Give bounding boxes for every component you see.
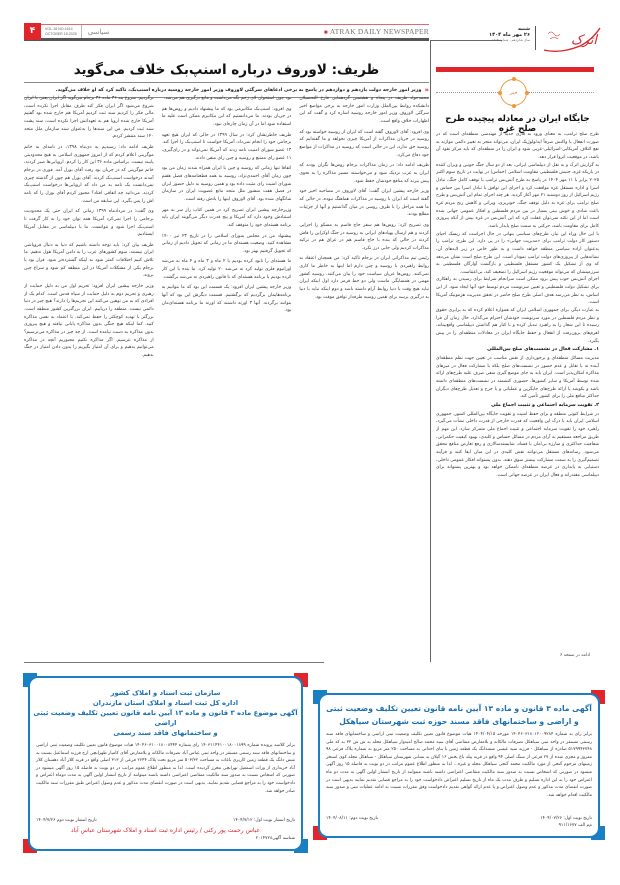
- paragraph: وزیر خارجه پیشین ایران گفت: آقای لاوروف در مصاحبه اخیر خود گفته است که ایران با روسیه در مذاکرات هماهنگ نبوده، در حالی که ما همه مراحل را با طرف روسی در میان گذاشتیم و آنها از جزئیات مطلع بودند.: [299, 189, 429, 218]
- news-badge: [436, 77, 594, 107]
- page-number: ۴: [24, 23, 41, 40]
- paper-name: [324, 27, 429, 36]
- paragraph: محمدجواد ظریف در پنجاه و هشتمین گردهمایی فارغ التحصیلان دانشکده روابط بین‌الملل وزارت امور خارجه به برخی مواضع اخیر سرگئی لاوروف وزیر امور خارجه روسیه اشاره کرد و گفت که این اظهارات خلاف واقع است.: [299, 96, 429, 124]
- publish-date-first: تاریخ نوبت اول: ۱۴۰۴/۰۷/۲۶: [540, 816, 592, 821]
- volume-number: VOL.16 NO.1614: [45, 27, 73, 31]
- paragraph: پیشنهاد من در مجلس شورای اسلامی را در تاریخ ۲۳ تیر ۱۴۰۰ مشاهده کنید. وضعیت هسته‌ای ما در زمانی که تحویل دادیم از زمانی که تحویل گرفتیم بهتر بود.: [161, 233, 292, 254]
- article-column-1: [299, 95, 429, 657]
- paragraph: ظریف ادامه داد: رسیدیم به دی‌ماه ۱۳۹۸، در نامه‌ای به خانم موگرینی اعلام کردم که از امروز جمهوری اسلامی به هیچ محدودیتی پایبند نیست. براساس ماده ۳۶ این کار را کردم. اروپایی‌ها صبر کردند، خانم موگرینی که در جریان بود رفت آقای بورل آمد. فوری در برجام آمدند درخواست اسنپ‌بک کردند. آقای بورل هم چون از گذشته چیزی نمی‌دانست یک نامه به من داد که اروپایی‌ها درخواست اسنپ‌بک کردند. می‌دانید چه اتفاقی افتاد؟ مجبور کردم آقای بورل را که نامه اش را پس بگیرد. این سابقه من است.: [23, 144, 154, 204]
- article-column-2: [162, 95, 292, 657]
- paragraph: وی گفت: در مردادماه ۱۳۹۹ زمانی که ایران حتی یک محدودیت برجامی را اجرا نمی‌کرد آمریکا همه توان خود را به کار گرفت تا اسنپ‌بک اجرا شود و نتوانست. ما با دیپلماسی در مقابل آمریکا ایستادیم.: [23, 209, 154, 238]
- page-header: [24, 24, 429, 41]
- ad-title: [30, 688, 301, 738]
- ad-title-line: آگهی ماده ۳ قانون و ماده ۱۳ آیین نامه قانون تعیین تکلیف وضعیت ثبتی: [326, 704, 592, 713]
- weekday: شنبه: [517, 26, 530, 32]
- ad-dates: [30, 818, 301, 823]
- ad-title: [320, 702, 598, 728]
- ad-body: برابر رای به شماره ۱۴۰۴۶۰۳۱۸۰۱۲۰۰۹۲۸۴ مورخه ۱۴۰۴/۰۴/۱۵ هیات موضوع قانون تعیین تکلیف وضعیت ثبتی اراضی و ساختمانهای فاقد سند رسمی مستقر در واحد ثبتی سیاهکل تصرفات مالکانه و بلامعارض متقاضی آقای سید محمد صالح امیدوار سیاهکل محله به ش ش ۳۲ به کد ملی ۵۱۷۹۹۴۳۷۴۸ صادره از سیاهکل - فرزند سید عیسی ششدانگ یک قطعه زمین با بنای احداثی به مساحت ۲۵۰ متر مربع به شماره پلاک فرعی ۹۸ مفروز و مجزی شده از ۲۷ فرعی از سنگ اصلی ۹۴ واقع در قریه پیله باغ بخش ۱۶ گیلان به نشانی شهرستان سیاهکل - سیاهکل محله کوی استخر زمینهای مرحوم گنجی از مورد مالکیت محمد گنجی سیاهکل محله و غیره... لذا به منظور اطلاع عموم مراتب در دو نوبت به فاصله ۱۵ روز آگهی میشود در صورتی که اشخاص نسبت به صدور سند مالکیت متقاضی اعتراضی داشته باشند میتوانند از تاریخ انتشار اولین آگهی به مدت دو ماه اعتراض خود را به این اداره تسلیم و ظرف مدت یک ماه از تاریخ تسلیم اعتراض دادخواست خود را به مراجع قضایی تقدیم نمایند بدیهی است در صورت انقضای مدت مذکور و عدم وصول اعتراض و یا عدم ارائه گواهی تقدیم دادخواست وفق مقررات نسبت به ادامه عملیات ثبتی و صدور سند مالکیت اقدام خواهد شد.: [326, 732, 593, 798]
- side-headline: جایگاه ایران در معادله پیچیده طرح صلح غزه: [445, 114, 590, 134]
- paragraph: ما هسته‌ای را نابود کرده بودیم یا ۲ ماه و ۳ ماه و ۴ ماه نه می‌شد اورانیوم فلزی تولید کرد نه می‌شد ۲۰ تولید کرد. ما بنده با این کار کرده بودیم با برنامه هسته‌ای که با قانون راهبردی نه می‌شد برگشت.: [161, 259, 292, 280]
- paragraph: وی افزود: آقای لاوروف گفته است که ایران از روسیه خواسته بود که روسیه در جریان مذاکرات از آمریکا چیزی نخواهد و ما گفته‌ایم که روسیه حق ندارد، این در حالی است که روسیه در مذاکرات از مواضع خود دفاع می‌کرد.: [299, 129, 429, 158]
- ad-body: برابر کلاسه پرونده شماره ۱۴۰۳۱۱۴۴۱۰۰۱۸۰۰۱۸۹۹ رای شماره ۱۴۰۴۶۰۳۱۰۰۱۸۰۰۸۴۴۴ هیات موضوع قانون تعیین تکلیف وضعیت ثبتی اراضی و ساختمانهای فاقد سند رسمی مستقر در واحد ثبتی عباس آباد تصرفات مالکانه و بلامعارض آقای کامیار طهرانچی ارج فرزند اسماعیل نسبت به شش دانگ یک قطعه زمین کاربری باغات به مساحت ۵۰۳/۳۲ متر مربع تحت پلاک ۲۶۴۴ فرعی از ۳۱۳ اصلی واقع در قریه کلار آباد دهستان کلار آباد خریداری از وراث اسمعیل تهرانچی محرز گردیده است. لذا به منظور اطلاع عموم مراتب در دو نوبت به فاصله ۱۵ روز آگهی میشود در صورتی که اشخاص نسبت به صدور سند مالکیت متقاضی اعتراضی داشته باشند میتوانند از تاریخ انتشار اولین آگهی به مدت دوماه اعتراض و دادخواست خود را به مراجع قضایی تقدیم نمایند. بدیهی است در صورت انقضای مدت مذکور و عدم وصول اعتراض طبق مقررات سند مالکیت صادر خواهد شد.: [36, 743, 295, 794]
- paragraph: ظریف بیان کرد: باید توجه داشته باشیم که دنیا به دنبال فروپاشی ایران نیستند، سوم کشورهای عرب را به دامن آمریکا هول ندهیم. ما تلاش کنیم اختلافات کمتر شود به اینکه گسترده‌تر شود. قرار بود با برجام یکی از مشکلات آمریکا در این منطقه کم شود و سراغ چین بروند.: [23, 242, 154, 279]
- ad-title-line: و اراضی و ساختمانهای فاقد مسند حوزه ثبت شهرستان سیاهکل: [339, 717, 579, 726]
- ad-title-line: و ساختمانهای فاقد سند رسمی: [113, 729, 218, 737]
- paragraph: در شرایط کنونی منطقه و برای حفظ امنیت و تقویت جایگاه بین‌المللی کشور، جمهوری اسلامی ایران باید با درک این واقعیت که قدرت خارجی از قدرت داخلی نشأت می‌گیرد، راهبرد خود را تقویت سرمایه اجتماعی و تثبیت اجماع ملی متمرکز سازد. این مهم از طریق مراجعه مستقیم به آرای مردم در مسائل حساس و کلیدی، بهبود کیفیت حکمرانی، شفافیت حداکثری و مبارزه بی‌امان با فساد، شایسته‌سالاری و رفع تعارض منافع محقق می‌شود. رسانه‌های مستقل می‌توانند نقش کلیدی در این میان ایفا کنند و فرآیند تصمیم‌گیری را به سمت مشارکت بیشتر سوق دهند. بدون پشتوانه افکار عمومی داخلی، دستیابی به پایداری در عرصه منطقه‌ای ناممکن خواهد بود و بهترین پشتوانه برای دیپلماسی مقتدرانه و فعال ایران در عرصه جهانی است.: [436, 411, 599, 478]
- paragraph: با این حال وراء این نیاز، طرح‌های سیاسی پنهانی در حال اجراست که ریسک احیای دستور کار دولت ترامپ برای «مدیریت جهانی» را در پی دارد. این طرح، ترامپ را به‌عنوان اراده سیاسی منطقه خواهد داشت و به طور خاص در زیر لایه‌های آن، نشانه‌هایی از پیروزی‌های دولت ترامپ نمودار است. این طرح صلح است نشان می‌دهد که وی از تشکیل یک کشور مستقل فلسطینی و بازگشت آوارگان فلسطینی به سرزمینشان که می‌تواند موقعیت رژیم اسرائیل را تضعیف کند، بی‌اعتناست.: [436, 231, 599, 275]
- paragraph: وزیر خارجه پیشین ایران افزود: یک قسمت این بود که ما بتوانیم به برنامه‌هایمان برگردیم که برگشتیم. قسمت دیگرش این بود که آنها بتوانند برگردند. آنها ۳ اورنه داشتند که اورنه ما برنامه هسته‌ای‌مان بود.: [161, 285, 292, 314]
- paragraph: ظریف خاطرنشان کرد: در سال ۱۳۹۹ در حالی که ایران هیچ تعهد برجامی خود را انجام نمی‌داد، آمریکا خواست تا اسنپ‌بک را اجرا کند. ۱۳ عضو شورای امنیت نامه زدند که آمریکا نمی‌تواند و در رای‌گیری، ۱۱ عضو رای ممتنع و روسیه و چین رای منفی دادند.: [161, 132, 292, 161]
- paragraph: مدیریت مسائل منطقه‌ای و برخورداری از نقش مناسب در تعیین جهت نظم منطقه‌ای آینده نه با تقابل و عدم حضور در نشست‌های صلح بلکه با مشارکت فعال در میزهای مذاکره امکان‌پذیر است. ایران باید به جای موضع گیری منفی صرف علیه طرح‌های ارائه شده توسط آمریکا و سایر کشورها، حضوری کنشمند در نشست‌های منطقه‌ای داشته باشد و بکوشد با ارائه طرح‌های جایگزین و عملیاتی و یا جرح و تعدیل طرح‌های دیگران حداکثر منافع ملی را برای کشور تأمین کند.: [436, 356, 599, 400]
- date-block: [489, 26, 536, 50]
- paragraph: وزیرخارجه پیشین ایران تصریح کرد در همین کتاب راز سر به مهر استنادش وجود دارد که آمریکا و پنج قدرت دیگر می‌گویند ایران باید برنامه هسته‌ای خود را متوقف کند.: [161, 207, 292, 228]
- publish-date-first: تاریخ انتشار نوبت اول: ۱۴۰۴/۷/۱۲: [233, 818, 295, 823]
- square-bullet-icon: ■: [324, 30, 328, 36]
- paragraph: طرح صلح ترامپ، به معنای ورود به فازی جدید از مهندسی منطقه‌ای است که در صورت انفعال یا واکنش صرفاً ایدئولوژیک ایران، می‌تواند منجر به تغییر دائمی موازنه به نفع ائتلاف آمریکایی-اسرائیلی-عربی شود و ایران را در منطقه‌ای که باید مرکز نفوذ آن باشد، در موقعیت انزوا قرار دهد.: [436, 132, 599, 160]
- subheading: ۲. تقویت سرمایه اجتماعی و تثبیت اجماع ملی: [491, 402, 599, 408]
- ad-signature: عباس رحمت پور رکنی / رئیس اداره ثبت اسناد و املاک شهرستان عباس آباد: [70, 827, 261, 834]
- paragraph: اتفاقا تنها زمانی که روسیه و چین با ایران همراه شدند زمان من بود چون زمان آقای احمدی‌نژاد، روسیه به همه قطعنامه‌های فصل هفتم شورای امنیت رای مثبت داده بود و همین روسیه به دلیل حضور ایران در فصل هفت منشور ملل متحد مانع عضویت ایران در سازمان شانگهای شده بود. آقای لاوروف اینها را یادش رفته است.: [161, 166, 292, 202]
- paragraph: وی تصریح کرد: روس‌ها هم سفر حاج قاسم به مسکو را اجرایی کردند و هم ارسال پهپادهای ایرانی به روسیه در جنگ اوکراین را فاش کردند در حالی که بنده با حاج قاسم هم در عراق هم در ترکیه مذاکرات کردیم ولی جایی درز نکرد.: [299, 222, 429, 251]
- atrak-logo-icon: [540, 24, 602, 54]
- date-persian: ۲۶ مهر ماه ۱۴۰۴: [489, 32, 530, 38]
- ad-id: م‌م الف ۹۱۱/۱۶۷۷: [558, 823, 592, 828]
- publish-date-second: تاریخ نوبت دوم: ۱۴۰۴/۰۸/۱۱: [326, 816, 379, 821]
- masthead: [430, 22, 606, 62]
- subheading: ۱. مشارکت فعال در نشست‌های صلح بین‌المللی: [487, 347, 599, 353]
- section-label: سیاسی: [87, 27, 110, 36]
- article-columns: [24, 95, 429, 657]
- ad-title-line: اداره کل ثبت اسناد و املاک استان مازندران: [92, 699, 239, 707]
- logo-text: اترک: [570, 33, 598, 48]
- lead-text: وزیر امور خارجه دولت یازدهم و دوازدهم در پاسخ به برخی ادعاهای سرگئی لاوروف وزیر امور خارجه روسیه درباره اسنپ‌بک، تاکید کرد که او خلاف می‌گوید.: [55, 87, 422, 93]
- date-english: OCTOBER 18.2025: [45, 31, 77, 36]
- volume-info: [41, 25, 82, 38]
- legal-notice-abbasabad: [28, 676, 303, 851]
- column-divider: [430, 40, 431, 662]
- article-column-3: [24, 95, 154, 657]
- paragraph: اجرای آتش‌بس حوب پیش برود ممکن است سرانجام شرایط برای رسیدن به راهکاری برای تشکیل دولت فلسطینی و تعیین سرنوشت مردم توسط خود آنها ایجاد شود. از این اساس، به نظر می‌رسد هدف اصلی طرح صلح حاضر در تحقق مدیریت هژمونیک آمریکا است.: [436, 277, 599, 306]
- paragraph: رئیس تیم مذاکراتی ایران در برجام تاکید کرد: من همچنان اعتقاد به روابط راهبردی با روسیه و چین دارم اما اینها به خاطر ما کاری نمی‌کنند. روس‌ها عریان سیاست خود را بیان می‌کنند. روسیه کشور مهمی در همسایگی ماست ولی دو خط قرمز دارد اول اینکه ایران نباید هیچ وقت با دنیا روابط آرام داشته باشد و دوم اینکه نباید با دنیا به درگیری برسد برای همین روسیه طرفدار توافق موقت بود.: [299, 256, 429, 300]
- legal-notice-siahkal: [318, 693, 600, 838]
- paragraph: بود چون استخوان لای زخم نگه می‌داشت و مانع درگیری هم می‌شد.: [163, 96, 292, 101]
- publish-date-second: تاریخ انتشار نوبت دوم ۱۴۰۴/۷/۲۶: [36, 818, 97, 823]
- ad-title-line: سازمان ثبت اسناد و املاک کشور: [110, 689, 221, 697]
- paragraph: ظریف ادامه داد: در زمان مذاکرات برجام روس‌ها نگران بودند که ایران به غرب نزدیک شود و می‌خواستند مسیر مذاکره را به نحوی پیش ببرند که منافع خودشان حفظ شود.: [299, 163, 429, 184]
- issue-number: سال شانزدهم - شماره ۱۶۱۴: [491, 38, 530, 42]
- ad-id: شناسه آگهی۲۰۱۴۷۲۸: [255, 836, 295, 841]
- news-badge-label: خبر: [509, 89, 518, 96]
- side-article-body: [436, 131, 599, 627]
- paragraph: به عبارت دیگر، برای جمهوری اسلامی ایران که همواره اعلام کرده که به برابری حقوق و نظر مردم فلسطین در مورد سرنوشت خودشان احترام می‌گذارد، حال زمان آن فرا رسیده تا این شعار را به راهبرد تبدیل کرده و با کنار هم گذاشتن دیپلماسی واقع‌بینانه، اهرم‌های برون‌رفت از انفعال و حفظ جایگاه ایران در معادلات منطقه‌ای را در پیش بگیرد.: [436, 308, 599, 344]
- paper-name-text: ATRAK DAILY NEWSPAPER: [329, 27, 429, 36]
- paragraph: برگردیم. شروع بند ۳۶ ماده ۳۶ برجام می‌گوید اگر ایران یعنی با ایران شروع می‌شود اگر ایران فکر کند طرف مقابل اجرا نکرده است، مالی فکر را کردیم سند ثبت کردیم آمریکا هم خارج شده بود گفتیم آمریکا خارج شده اروپا هم به تعهداتش اجرا نکرده است، سند پشت سند ثبت کردیم. من این سندها را به‌عنوان سند سازمان ملل متحد ۱۴۰ سند منتشر کردم.: [23, 96, 154, 140]
- main-headline: ظریف: لاوروف درباره اسنپ‌بک خلاف می‌گوید: [73, 62, 380, 78]
- paragraph: به گزارش اترک و به نقل از دیپلماسی ایرانی، بعد از دو سال جنگ خونین و ویران کننده در باریکه غزه، جنبش فلسطینی مقاومت اسلامی (حماس) در نهایت در تاریخ سوم اکتبر ۲۰۲۵ برابر با ۱۱ مهر ۱۴۰۴ در پاسخ به طرح آتش‌بس ترامپ با توقف کامل جنگ، تبادل اسرا و اداره مستقل غزه موافقت کرد و اجرای این توافق با تبادل اسرا بین حماس و رژیم اسرائیل از روز دوشنبه ۲۱ مهر آغاز گردید. هر چند اجرای تمام این آتش‌بس و طرح صلح ترامپ برای غزه به دلیل توقف جنگ، خونریزی، ویرانی و کاهش رنج مردم غزه باعث شادی و خوش بینی بسیار در بین مردم فلسطین و افکار عمومی جهانی شده است اما از این نکته نمی‌توان غفلت کرد که این آتش‌بس در غزه بیش از آنکه پیروزی کامل برای مقاومت باشد، حرکتی به سمت صلح پایدار باشد.: [436, 162, 599, 229]
- double-chevron-icon: «: [424, 86, 429, 94]
- dot-icon: [525, 91, 529, 95]
- paragraph: وزیر خارجه پیشین ایران افزود: تحریم اول من به دلیل حمایت از رهبری و تحریم دوم به دلیل حمایت از سپاه قدس است. کدام یک از افرادی که به من توهین می‌کنند این تحریم‌ها را دارند؟ هیچ چیز در دنیا دائمی نیست. منطقه را دریابیم. ایران بزرگترین کشور منطقه است. بزرگتر با تهدید کوچکتر را حفظ نمی‌کند. با اعتماد به نفس مذاکره کنید. کما اینکه هیچ جنگی بدون مذاکره پایانی نیافته و هیچ پیروزی بدون مذاکره به دست نیامده است. از چه چیز در مذاکره می‌ترسیم؟ از مذاکره نترسیم. اگر مذاکره نکنیم مجبوریم آنچه در مذاکره می‌توانیم بدهیم و برای آن امتیاز بگیریم را بدون دادن امتیاز در جنگ بدهیم.: [23, 284, 154, 358]
- red-accent-bar: [436, 67, 594, 72]
- ad-title-line: آگهی موضوع ماده ۳ قانون و ماده ۱۳ آیین نامه قانون تعیین تکلیف وضعیت ثبتی اراضی: [33, 709, 298, 727]
- paragraph: وی افزود: اسنپ‌بک مکانیزمی بود که ما پیشنهاد دادیم و روس‌ها هم در جریان بودند. ما می‌دانستیم که این مکانیزم ممکن است علیه ما استفاده شود اما در آن زمان چاره‌ای نبود.: [161, 106, 292, 127]
- dot-icon: [512, 77, 516, 81]
- dot-icon: [512, 104, 516, 108]
- divider: [24, 662, 324, 663]
- news-badge-circle: [500, 79, 527, 106]
- dot-icon: [498, 91, 502, 95]
- continued-link[interactable]: ادامه در صفحه ۶: [560, 653, 591, 658]
